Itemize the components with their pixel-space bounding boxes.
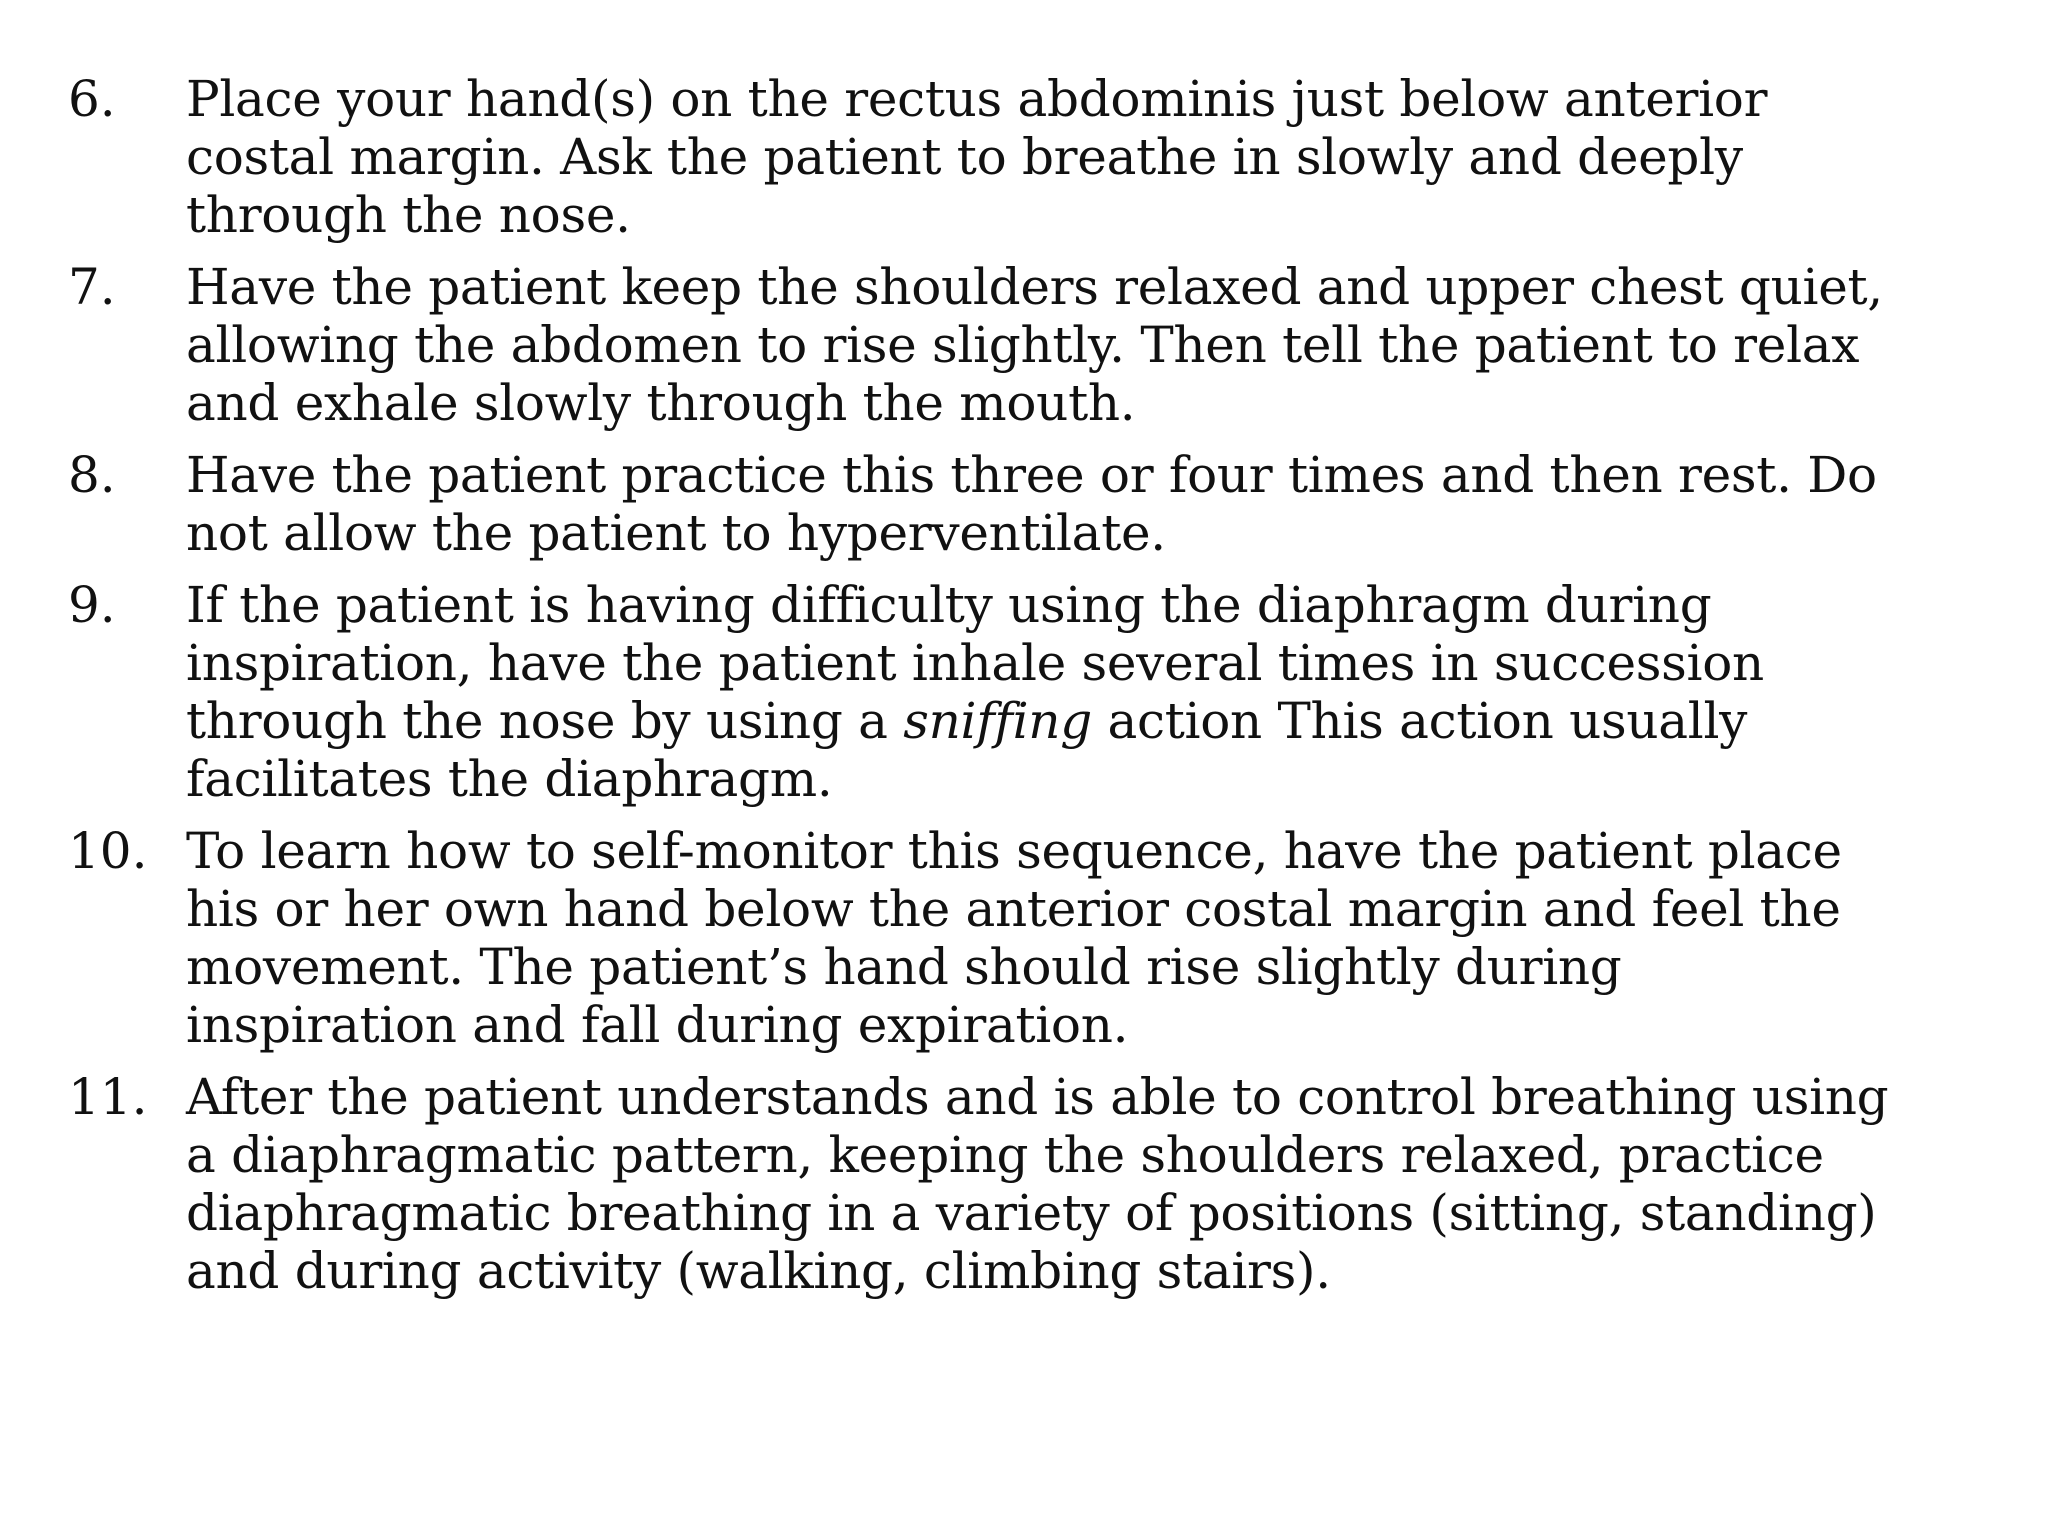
step-number: 8.: [68, 446, 116, 504]
instruction-list: [68, 70, 1988, 1314]
list-item-step-8: [68, 446, 1988, 562]
step-text: To learn how to self-monitor this sequence, have the patient place his or her own hand below the anterior costal margin and feel the movement. The patient’s hand should rise slightly during inspiration and fall during expiration.: [186, 822, 1842, 1054]
step-number: 10.: [68, 822, 148, 880]
emphasis-text: sniffing: [903, 692, 1092, 750]
step-text: Have the patient practice this three or four times and then rest. Do not allow the patient to hyperventilate.: [186, 446, 1877, 562]
list-item-step-6: [68, 70, 1988, 244]
step-text: If the patient is having difficulty using the diaphragm during inspiration, have the patient inhale several times in succession through the nose by using a sniffing action This action usually facilitates the diaphragm.: [186, 576, 1764, 808]
step-text: Place your hand(s) on the rectus abdominis just below anterior costal margin. Ask the patient to breathe in slowly and deeply through the nose.: [186, 70, 1768, 244]
list-item-step-7: [68, 258, 1988, 432]
list-item-step-9: [68, 576, 1988, 808]
step-number: 11.: [68, 1068, 148, 1126]
list-item-step-10: [68, 822, 1988, 1054]
step-number: 7.: [68, 258, 116, 316]
step-number: 9.: [68, 576, 116, 634]
step-text: Have the patient keep the shoulders relaxed and upper chest quiet, allowing the abdomen to rise slightly. Then tell the patient to relax and exhale slowly through the mouth.: [186, 258, 1883, 432]
step-number: 6.: [68, 70, 116, 128]
list-item-step-11: [68, 1068, 1988, 1300]
step-text: After the patient understands and is able to control breathing using a diaphragmatic pattern, keeping the shoulders relaxed, practice diaphragmatic breathing in a variety of positions (sitting, standing) and during activity (walking, climbing stairs).: [186, 1068, 1889, 1300]
